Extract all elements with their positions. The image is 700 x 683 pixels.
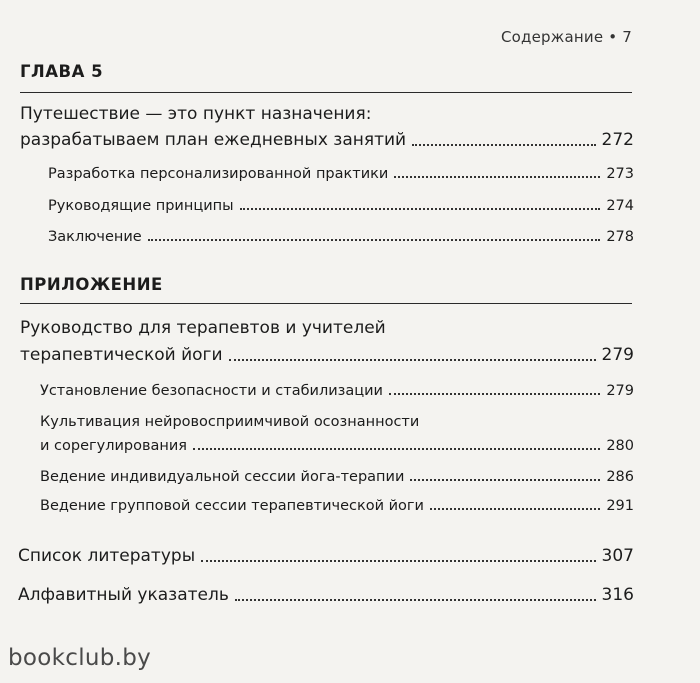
toc-page-number: 278	[606, 229, 634, 245]
toc-entry-chapter-5-main[interactable]	[20, 130, 634, 150]
toc-entry-personalized-practice[interactable]	[48, 166, 634, 182]
appendix-heading: ПРИЛОЖЕНИЕ	[20, 275, 163, 294]
toc-entry-title: терапевтической йоги	[20, 345, 223, 365]
dot-leader	[430, 508, 600, 510]
toc-page-number: 307	[601, 546, 634, 566]
toc-entry-title: разрабатываем план ежедневных занятий	[20, 130, 407, 150]
dot-leader	[235, 599, 596, 601]
toc-page-number: 280	[606, 438, 634, 454]
dot-leader	[394, 176, 600, 178]
toc-entry-guiding-principles[interactable]	[48, 198, 634, 214]
dot-leader	[389, 393, 600, 395]
toc-entry-appendix-main[interactable]	[20, 345, 634, 365]
toc-page-number: 279	[601, 345, 634, 365]
toc-entry-index[interactable]	[18, 585, 634, 605]
toc-entry-title: Установление безопасности и стабилизации	[40, 383, 383, 399]
dot-leader	[412, 144, 595, 146]
appendix-rule	[20, 303, 632, 304]
toc-entry-title: Руководящие принципы	[48, 198, 234, 214]
toc-entry-title: Заключение	[48, 229, 142, 245]
toc-entry-group-session[interactable]	[40, 498, 634, 514]
dot-leader	[229, 359, 596, 361]
toc-entry-title: Ведение индивидуальной сессии йога-терапии	[40, 469, 405, 485]
toc-entry-neuroreceptive-awareness[interactable]	[40, 438, 634, 454]
toc-entry-conclusion[interactable]	[48, 229, 634, 245]
toc-entry-safety-stabilization[interactable]	[40, 383, 634, 399]
toc-page-number: 274	[606, 198, 634, 214]
toc-page-number: 273	[606, 166, 634, 182]
toc-entry-title: Алфавитный указатель	[18, 585, 229, 605]
toc-entry-title: Разработка персонализированной практики	[48, 166, 389, 182]
chapter-5-heading: ГЛАВА 5	[20, 62, 104, 81]
toc-page-number: 286	[606, 469, 634, 485]
dot-leader	[410, 479, 600, 481]
dot-leader	[240, 208, 601, 210]
toc-page-number: 316	[601, 585, 634, 605]
toc-page-number: 272	[601, 130, 634, 150]
chapter-5-rule	[20, 92, 632, 93]
toc-entry-bibliography[interactable]	[18, 546, 634, 566]
toc-entry-individual-session[interactable]	[40, 469, 634, 485]
toc-page-number: 291	[606, 498, 634, 514]
site-watermark: bookclub.by	[8, 645, 152, 671]
running-head: Содержание • 7	[501, 28, 632, 46]
toc-entry-title: Ведение групповой сессии терапевтической йоги	[40, 498, 424, 514]
neuroreceptive-entry-line1: Культивация нейровосприимчивой осознанности	[40, 414, 420, 430]
toc-entry-title: Список литературы	[18, 546, 196, 566]
chapter-5-main-entry-line1: Путешествие — это пункт назначения:	[20, 104, 372, 124]
toc-page-number: 279	[606, 383, 634, 399]
appendix-main-entry-line1: Руководство для терапевтов и учителей	[20, 318, 386, 338]
dot-leader	[201, 560, 595, 562]
dot-leader	[193, 448, 600, 450]
dot-leader	[148, 239, 601, 241]
toc-entry-title: и сорегулирования	[40, 438, 188, 454]
